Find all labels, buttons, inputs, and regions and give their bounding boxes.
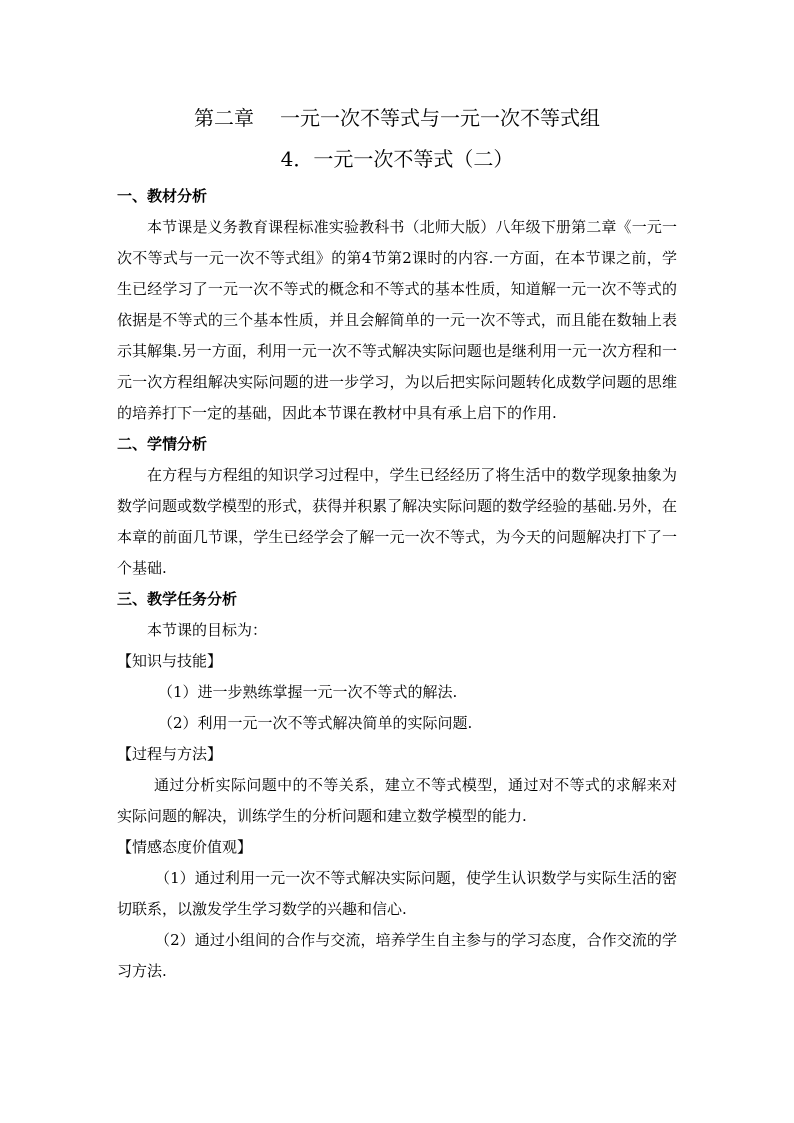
paragraph-student-analysis: 在方程与方程组的知识学习过程中，学生已经经历了将生活中的数学现象抽象为数学问题或数学模型的形式，获得并积累了解决实际问题的数学经验的基础.另外，在本章的前面几节课，学生已经学会了解一元一次不等式，为今天的问题解决打下了一个基础. <box>117 466 677 577</box>
list-item: （2）通过小组间的合作与交流，培养学生自主参与的学习态度，合作交流的学习方法. <box>117 931 677 980</box>
chapter-title <box>0 105 794 131</box>
label-emotion-attitude: 【情感态度价值观】 <box>117 838 253 856</box>
list-item: （2）利用一元一次不等式解决简单的实际问题. <box>158 714 473 732</box>
paragraph-task-intro: 本节课的目标为： <box>147 621 268 639</box>
heading-task-analysis: 三、教学任务分析 <box>117 590 238 608</box>
list-item: （1）进一步熟练掌握一元一次不等式的解法. <box>158 683 458 701</box>
paragraph-textbook-analysis: 本节课是义务教育课程标准实验教科书（北师大版）八年级下册第二章《一元一次不等式与一元一次不等式组》的第4节第2课时的内容.一方面，在本节课之前，学生已经学习了一元一次不等式的概念和不等式的基本性质，知道解一元一次不等式的依据是不等式的三个基本性质，并且会解简单的一元一次不等式，而且能在数轴上表示其解集.另一方面，利用一元一次不等式解决实际问题也是继利用一元一次方程和一元一次方程组解决实际问题的进一步学习，为以后把实际问题转化成数学问题的思维的培养打下一定的基础，因此本节课在教材中具有承上启下的作用. <box>117 218 677 422</box>
document-body <box>117 181 677 987</box>
label-knowledge-skills: 【知识与技能】 <box>117 652 223 670</box>
section-title: 4．一元一次不等式（二） <box>280 147 514 171</box>
heading-student-analysis: 二、学情分析 <box>117 435 208 453</box>
paragraph-process-method: 通过分析实际问题中的不等关系，建立不等式模型，通过对不等式的求解来对实际问题的解决，训练学生的分析问题和建立数学模型的能力. <box>117 776 677 825</box>
chapter-number: 第二章 <box>194 106 254 130</box>
label-process-method: 【过程与方法】 <box>117 745 223 763</box>
list-item: （1）通过利用一元一次不等式解决实际问题，使学生认识数学与实际生活的密切联系，以激发学生学习数学的兴趣和信心. <box>117 869 677 918</box>
chapter-name: 一元一次不等式与一元一次不等式组 <box>280 106 600 130</box>
heading-textbook-analysis: 一、教材分析 <box>117 187 208 205</box>
